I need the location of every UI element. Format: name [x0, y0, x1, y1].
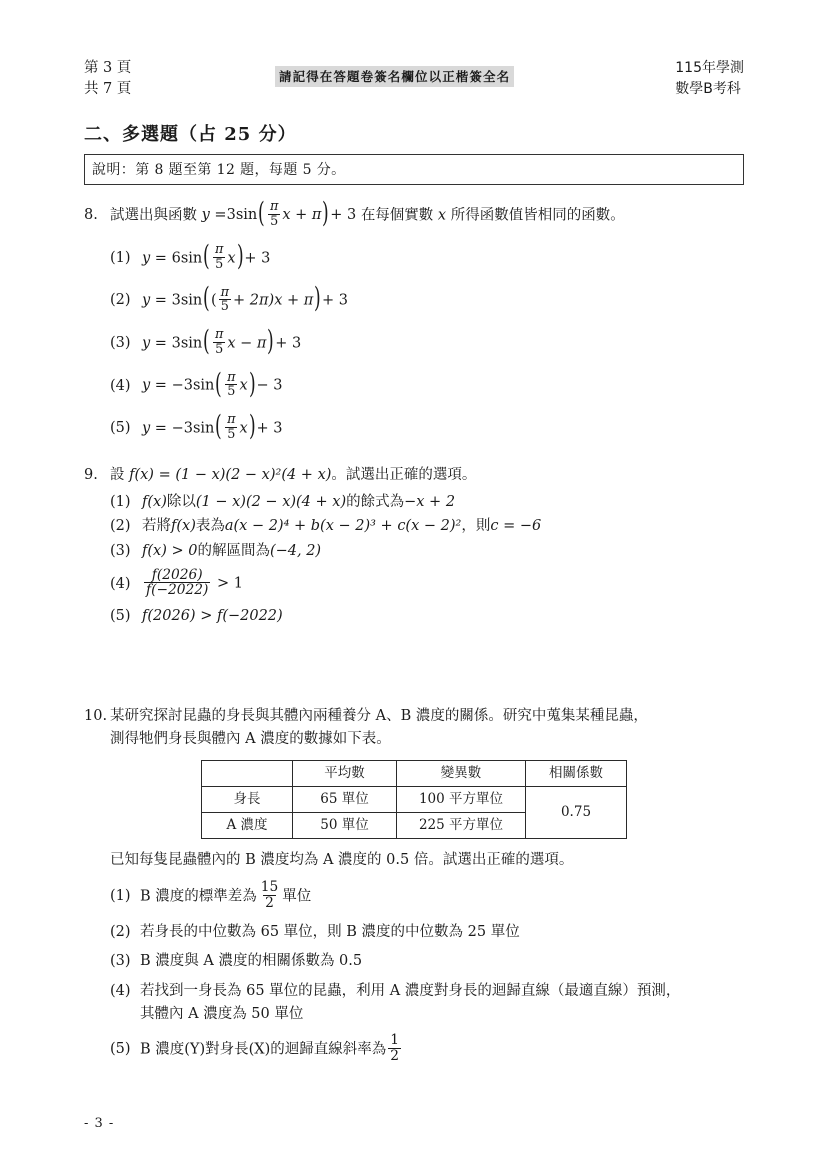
page-content [84, 58, 744, 1064]
question-10-option-3[interactable] [110, 950, 744, 972]
option-label: (2) [110, 923, 131, 940]
row-label-concentration-a: A 濃度 [202, 813, 293, 839]
option-label: (3) [110, 953, 131, 970]
exam-identifier [675, 58, 744, 100]
current-page-unit: 頁 [116, 60, 132, 76]
current-page-line [84, 58, 132, 79]
question-10-options [84, 881, 744, 1064]
option-body: B 濃度與 A 濃度的相關係數為 0.5 [140, 953, 363, 970]
option-label: (5) [110, 608, 131, 624]
question-8-formula: y =3sin( $\frac{\pi}{5}$ x + π)+ 3 [201, 197, 357, 230]
question-9-number: 9. [84, 467, 98, 484]
question-9-option-3[interactable] [110, 540, 744, 562]
page-number-block [84, 58, 132, 100]
question-9-option-1[interactable] [110, 491, 744, 513]
option-label: (1) [110, 249, 131, 266]
option-body: 若身長的中位數為 65 單位，則 B 濃度的中位數為 25 單位 [140, 923, 520, 940]
option-formula: y = 3sin( $\frac{\pi}{5}$ x − π)+ 3 [142, 324, 302, 357]
exam-subject: 數學B考科 [675, 81, 741, 97]
option-body: f(x) > 0的解區間為(−4, 2) [142, 542, 322, 559]
option-label: (5) [110, 420, 131, 437]
question-9-option-2[interactable] [110, 515, 744, 537]
page-footer-marker: - 3 - [84, 1116, 115, 1131]
option-label: (2) [110, 518, 131, 535]
current-page-prefix: 第 [84, 60, 99, 76]
question-10-stem-line1: 某研究探討昆蟲的身長與其體內兩種養分 A、B 濃度的關係。研究中蒐集某種昆蟲， [110, 708, 648, 725]
option-body: B 濃度(Y)對身長(X)的迴歸直線斜率為 $\frac{1}{2}$ [140, 1031, 400, 1064]
option-formula: y = −3sin( $\frac{\pi}{5}$ x)+ 3 [142, 410, 283, 443]
signature-notice-banner: 請記得在答題卷簽名欄位以正楷簽全名 [275, 66, 514, 87]
page-header [84, 58, 744, 114]
question-10-stem [84, 705, 744, 727]
question-10-option-4[interactable] [110, 980, 744, 1002]
option-label: (2) [110, 292, 131, 309]
section-instruction-text: 說明：第 8 題至第 12 題，每題 5 分。 [92, 162, 346, 178]
current-page-number: 3 [103, 60, 113, 76]
option-label: (4) [110, 575, 131, 592]
question-9-stem-prefix: 設 [110, 467, 125, 484]
option-label: (3) [110, 334, 131, 351]
option-body: f(2026) > f(−2022) [142, 608, 283, 624]
option-label: (1) [110, 493, 131, 510]
question-9-function-def: f(x) = (1 − x)(2 − x)²(4 + x) [129, 467, 332, 484]
table-header-mean: 平均數 [293, 761, 397, 787]
cell-correlation-value: 0.75 [526, 787, 627, 839]
question-8-option-1[interactable] [110, 239, 744, 273]
question-8-stem-prefix: 試選出與函數 [110, 207, 197, 224]
question-9-option-5[interactable] [110, 605, 744, 627]
question-8-option-3[interactable] [110, 324, 744, 358]
question-8-option-5[interactable] [110, 410, 744, 443]
question-8 [84, 197, 744, 443]
question-10-number: 10. [84, 708, 108, 725]
question-8-number: 8. [84, 207, 98, 224]
option-body: 若將f(x)表為a(x − 2)⁴ + b(x − 2)³ + c(x − 2)²，則c = −6 [142, 518, 542, 535]
option-body: f(x)除以(1 − x)(2 − x)(4 + x)的餘式為−x + 2 [142, 493, 456, 510]
table-header-correlation: 相關係數 [526, 761, 627, 787]
question-10-option-2[interactable] [110, 921, 744, 943]
question-10-option-4-continuation: 其體內 A 濃度為 50 單位 [140, 1006, 304, 1023]
question-10-stem-line2-wrap [110, 728, 744, 750]
question-8-stem: 8. 試選出與函數 y =3sin( $\frac{\pi}{5}$ x + π)+ 3 在每個實數 x 所得函數值皆相同的函數。 [84, 197, 625, 230]
total-page-number: 7 [103, 81, 113, 97]
question-10 [84, 705, 744, 1064]
section-instruction-box [84, 154, 744, 185]
question-8-stem-tail: 所得函數值皆相同的函數。 [450, 207, 625, 224]
question-10-stem-line2: 測得牠們身長與體內 A 濃度的數據如下表。 [110, 730, 391, 747]
section-title: 二、多選題（占 25 分） [84, 124, 297, 145]
question-8-options [84, 239, 744, 443]
question-9 [84, 464, 744, 627]
question-9-stem [84, 464, 744, 486]
option-body: 若找到一身長為 65 單位的昆蟲，利用 A 濃度對身長的迴歸直線（最適直線）預測， [140, 982, 681, 999]
option-label: (4) [110, 982, 131, 999]
total-page-line [84, 79, 132, 100]
option-body: $\frac{f(2026)}{f(-2022)}$ > 1 [146, 566, 243, 599]
option-label: (4) [110, 377, 131, 394]
question-10-option-1[interactable] [110, 881, 744, 912]
question-10-option-5[interactable] [110, 1031, 744, 1065]
total-page-unit: 頁 [116, 81, 132, 97]
option-formula: y = −3sin( $\frac{\pi}{5}$ x)− 3 [142, 367, 283, 400]
table-header-row [202, 761, 627, 787]
row-label-body-length: 身長 [202, 787, 293, 813]
cell-body-length-variance: 100 平方單位 [397, 787, 526, 813]
question-8-option-4[interactable] [110, 367, 744, 400]
statistics-table-wrapper [84, 760, 744, 839]
option-formula: y = 3sin(( $\frac{\pi}{5}$ + 2π)x + π)+ 3 [142, 282, 349, 315]
question-9-option-4[interactable] [110, 568, 744, 599]
cell-body-length-mean: 65 單位 [293, 787, 397, 813]
total-page-prefix: 共 [84, 81, 99, 97]
table-header-variance: 變異數 [397, 761, 526, 787]
table-header-blank [202, 761, 293, 787]
question-9-stem-suffix: 。試選出正確的選項。 [331, 467, 477, 484]
option-label: (5) [110, 1040, 131, 1057]
question-9-options [84, 491, 744, 628]
option-label: (1) [110, 888, 131, 905]
exam-year: 115年學測 [675, 60, 744, 76]
statistics-table [201, 760, 627, 839]
question-8-option-2[interactable] [110, 282, 744, 315]
option-formula: y = 6sin( $\frac{\pi}{5}$ x)+ 3 [142, 239, 271, 272]
cell-concentration-a-mean: 50 單位 [293, 813, 397, 839]
cell-concentration-a-variance: 225 平方單位 [397, 813, 526, 839]
table-row [202, 787, 627, 813]
question-8-stem-suffix: 在每個實數 [360, 207, 434, 224]
option-body: B 濃度的標準差為 $\frac{15}{2}$ 單位 [140, 879, 312, 912]
option-label: (3) [110, 542, 131, 559]
question-10-after-table-text: 已知每隻昆蟲體內的 B 濃度均為 A 濃度的 0.5 倍。試選出正確的選項。 [110, 852, 574, 869]
